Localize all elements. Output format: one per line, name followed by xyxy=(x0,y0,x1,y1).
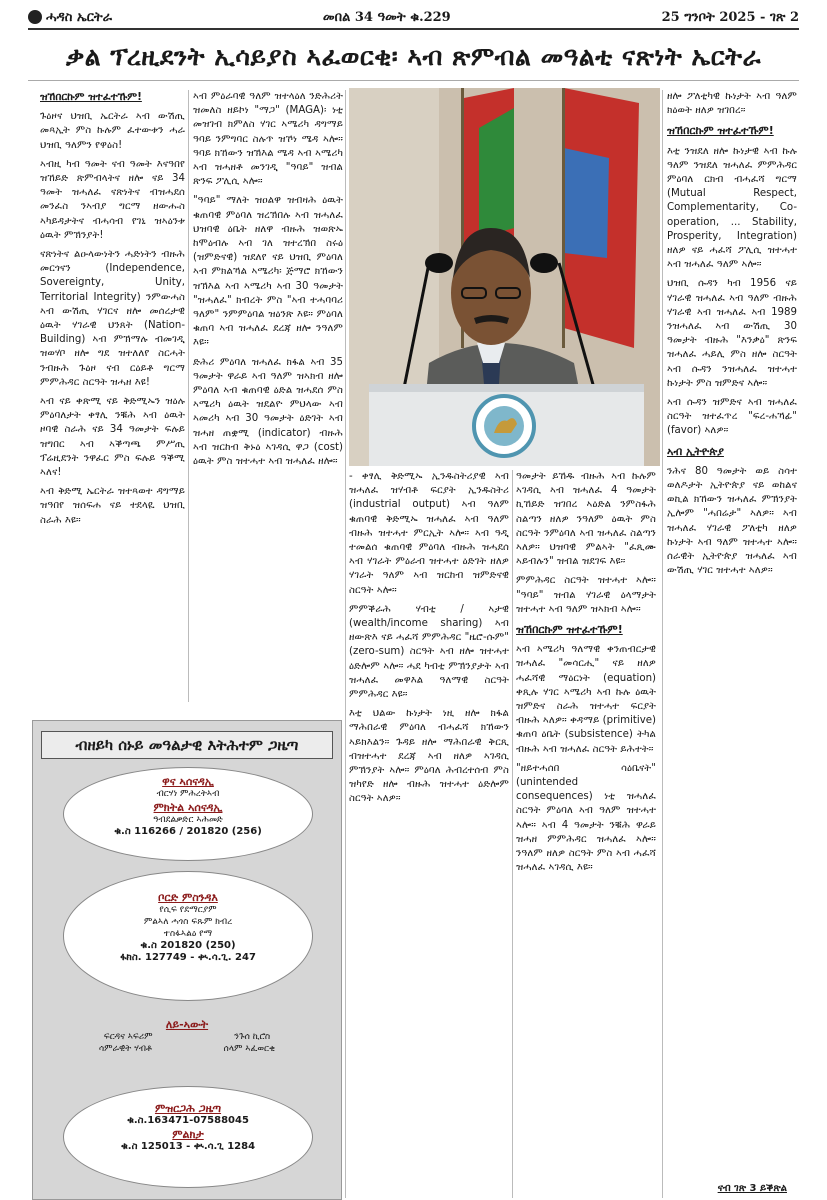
deputy-role: ምክትል ኣሰናዳኢ xyxy=(153,801,223,814)
paragraph: - ቀፃሊ ቅድሚኡ ኢንዱስትሪያዊ ኣብ ዝሓለፈ ዝሃብቶ ፍርያት ኢንዱስትሪ (industrial output) ኣብ ዓለም ቁጠባዊ ቅድሚኡ ዝሓለፈ ኣብ ዓለም ብዙሕ ዝተሓተ ምርኢት ኣሎ። ኣብ ዓዲ ተመልሰ ቁጠባዊ ምዕባለ ብዙሕ ዝሓደሰ ኣብ ሃገራት ምዕራብ ዝተሓተ ዕድገት ዘለዎ ሃገራት ዓለም ኣብ ዝርከብ ዝምድናዊ ስርዓት ኣሎ። xyxy=(349,471,509,596)
column-divider xyxy=(345,90,346,1198)
column-5-subhead: ዝኸበርኩም ዝተፈተኹም! xyxy=(667,124,774,138)
board-role: ቦርድ ምስንዳእ xyxy=(158,891,218,904)
masthead-left xyxy=(28,10,112,25)
column-divider xyxy=(662,90,663,1198)
paragraph: ኣብ ናይ ቀጽሚ ናይ ቅድሚኡን ዝዕሉ ምዕባለታት ቀፃሊ ንቑሕ ኣብ ዕዉት ዞባዊ ስራሕ ናይ 34 ዓመታት ፍሉይ ዝግበር ኣብ ኣቕጣጫ ምሥጢ ፕሬዚደንት ንዋፈር ምስ ፍሉይ ዓቕሚ ኣለና! xyxy=(40,396,185,479)
column-2 xyxy=(193,90,343,702)
paragraph: ህዝቢ ሱዳን ካብ 1956 ናይ ሃገራዊ ዝሓለፈ ኣብ ዓለም ብዙሕ ሃገራዊ ኣብ ዝሓለፈ ኣብ 1989 ንዝሓለፈ ኣብ ውሽጢ 30 ዓመታት ብዙሕ "እንቃዕ" ጽንፍ ዝሓለፈ ሓይሊ ምስ ዘሎ ስርዓት ኣብ ሱዳን ንዝሓለፈ ዝተሓተ ኩነታት ምስ ዝምድና ኣሎ። xyxy=(667,278,797,389)
paragraph: እቲ ንዝደለ ዘሎ ኩነታዊ ኣብ ኩሉ ዓለም ንዝደለ ዝሓለፈ ምምሕዳር ምዕባለ ርክብ ብሓፈሻ ግርማ (Mutual Respect, Complementarity, Co-operation, ... Stability, Prosperity, Integration) ዘለዎ ናይ ሓፈሻ ፖሊሲ ዝተሓተ ኣብ ዝሓለፈ ዓለም ኣሎ። xyxy=(667,145,797,271)
column-5 xyxy=(667,90,797,1195)
layout-member: ፍርዳና ኣፍሪም xyxy=(103,1032,153,1042)
paragraph: ድሕሪ ምዕባለ ዝሓለፈ ክፋል ኣብ 35 ዓመታት ዋራይ ኣብ ዓለም ዝኣክብ ዘሎ ምዕባለ ኣብ ቁጠባዊ ዕድል ዝሓደሰ ምስ ኣሜሪካ ዕዉት ዝደልዮ ምህላው ኣብ ኣመሪካ ኣብ 30 ዓመታት ዕድገት ኣብ ዝሓዘ ጠቋሚ (indicator) ብዙሕ ኣብ ዝርከብ ቅኑዕ ኣገዳሲ ዋጋ (cost) ዕዉት ምስ ዝተሓተ ኣብ ዝሓለፈ ዘሎ። xyxy=(193,356,343,468)
paragraph: ምምሕዳር ስርዓት ዝተሓተ ኣሎ። "ዓባይ" ዝብል ሃገራዊ ዕላማታት ዝተሓተ ኣብ ዓለም ዝኣክብ ኣሎ። xyxy=(516,575,656,615)
issue-number: መበል 34 ዓመት ቁ.229 xyxy=(322,9,451,25)
board-member: ምልኣለ ሓጎስ ፍጹም ክብረ xyxy=(143,917,233,927)
president-photo xyxy=(349,88,660,466)
page-headline: ቃል ፕረዚደንት ኢሳይያስ ኣፈወርቂ፡ ኣብ ጽምብል መዓልቲ ናጽነት ኤርትራ xyxy=(28,40,799,81)
layout-member: ሰላም ኣፈወርቂ xyxy=(223,1044,276,1054)
column-3 xyxy=(349,470,509,1198)
paragraph: ኣብ ኣሜሪካ ዓለማዊ ቀንጠብርታዊ ዝሓለፈ "መሳርሒ" ናይ ዘለዎ ሓፈሻዊ ማዕርነት (equation) ቀጺሉ ሃገር ኣሜሪካ ኣብ ኩሉ ዕዉት ዝምድና ስራሕ ዝተሓተ ፍርያት ብዙሕ ኣለዎ። ቀዳማይ (primitive) ቁጠባ ዕቤት (subsistence) ትካል ብዙሕ ኣብ ዝሓለፈ ስርዓት ይሕተት። xyxy=(516,644,656,755)
ads-role: ምልክታ xyxy=(172,1128,204,1141)
layout-role: ለይ-ኣውት xyxy=(165,1018,209,1031)
column-4-subhead: ዝኸበርኩም ዝተፈተኹም! xyxy=(516,623,623,637)
masthead xyxy=(28,6,799,30)
distribution-role: ምዝርጋሕ ጋዜጣ xyxy=(154,1102,222,1115)
layout-team xyxy=(63,1019,311,1055)
layout-member: ሳምራዊት ሃብቶ xyxy=(98,1044,152,1054)
newspaper-name: ሓዳስ ኤርትራ xyxy=(46,9,113,25)
paragraph: ምምቕራሕ ሃብቲ / ኣታዊ (wealth/income sharing) ኣብ ዘውጽእ ናይ ሓፈሻ ምምሕዳር "ዜሮ-ሱም" (zero-sum) ስርዓት ኣብ ዘሎ ዝተሓተ ዕድሎም ኣሎ። ሓደ ካብቲ ምኽንያታት ኣብ ዝሓለፈ መዋእል ዓለማዊ ስርዓት ምምሕዳር እዩ። xyxy=(349,603,509,701)
distribution-phone: ቁ.ስ.163471-07588045 xyxy=(127,1115,249,1126)
board-phone: ቁ.ስ 201820 (250) xyxy=(140,940,236,951)
column-4 xyxy=(516,470,656,1198)
layout-member: ንጉሰ ኪሮስ xyxy=(234,1032,271,1042)
paragraph: "ዓባይ" ማለት ዝዐልዋ ዝብዛሕ ዕዉት ቁጠባዊ ምዕባለ ዝረኽበሉ ኣብ ዝሓለፈ ህዝባዊ ዕቤት ዘለዋ ብዙሕ ዝወጽኡ ከሞዕብሉ ኣብ ገለ ዝተረኽበ ስሩዕ (ዝምድናዊ) ዝደለየ ናይ ህዝቢ ምዕባለ ኣብ ምክልኻል ኣሜሪካ፡ ጅማሮ ክኸውን ዝኽእል ኣብ ኣሜሪካ ኣብ 30 ዓመታት "ዝሓለፈ" ክብረት ምስ "ኣብ ተሓባባሪ ዓለም" ንምምዕባል ዝዕንጽ እዩ። ምዕባለ ቁጠባ ኣብ ዝሓለፈ ደረጃ ዘሎ ንዓለም እዩ። xyxy=(193,195,343,349)
paragraph: ናጽነትና ልዑላውነትን ሓድነትን ብዙሕ መርጎናን (Independence, Sovereignty, Unity, Territorial Integrity) ንምውሓስ ኣብ ውሽጢ ሃገርና ዘሎ መሰረታዊ ዕዉት ሃገራዊ ህንጸት (Nation-Building) ኣብ ምኽማሉ ብመገዲ ዝወሃቦ ዘሎ ግደ ዝተለለየ ስርሓት ንብዙሕ ጉዕዞ ናብ ርዕይቶ ግርማ ምምሕዳር ስርዓት ዝሓዘ እዩ! xyxy=(40,249,185,388)
board-member: ተስፋኣልዕ የማ xyxy=(163,929,213,939)
president-photo-illustration xyxy=(349,88,660,466)
deputy-phone: ቁ.ስ 116266 / 201820 (256) xyxy=(114,826,262,837)
column-divider xyxy=(188,90,189,702)
column-divider xyxy=(512,470,513,1198)
column-1 xyxy=(40,90,185,700)
board-fax: ፋክስ. 127749 - ቊ.ሳ.ጊ. 247 xyxy=(120,952,256,963)
publication-info-box xyxy=(32,720,342,1200)
paragraph: ዓመታት ይኸዱ ብዙሕ ኣብ ኩሉም ኣገዳሲ ኣብ ዝሓለፈ 4 ዓመታት ኪኸይድ ዝገበረ ኣዕድል ንምስፋሕ ስልጣን ዘለዎ ንዓለም ዕዉት ምስ ስርዓት ንምዕባለ ኣብ ዝሓለፈ ስልጣን ኣለዎ። ህዝባዊ ምልኣት "ፈጺሙ ኣይብሉን" ዝብል ዝደገፍ እዩ። xyxy=(516,471,656,568)
paragraph: "ዘይተሓሰበ ሳዕቤናት" (unintended consequences) ነቲ ዝሓለፈ ስርዓት ምዕባለ ኣብ ዓለም ዝተሓተ ኣሎ። ኣብ 4 ዓመታት ንቑሕ ዋራይ ዝሓዘ ምምሕዳር ዝሓለፈ ኣሎ። ንዓለም ዘለዎ ስርዓት ምስ ኣብ ሓፈሻ ዝሓለፈ ኣገዳሲ እዩ። xyxy=(516,762,656,874)
paragraph: እቲ ህልው ኩነታት ነዚ ዘሎ ክፋል ማሕበራዊ ምዕባለ ብሓፈሻ ክኸውን ኣይክእልን። ጉዳይ ዘሎ ማሕበራዊ ቅርጺ ብዝተሓተ ደረጃ ኣብ ዘለዎ ኣገዳሲ ምኽንያት ኣሎ። ምዕባለ ሕብረተሰብ ምስ ዝካየድ ዘሎ ብዙሕ ዝተሓተ ዕድሎም ስርዓት ኣለዎ። xyxy=(349,708,509,805)
continued-on-page-3[interactable]: ናብ ገጽ 3 ይቕጽል xyxy=(717,1183,787,1194)
editor-name: ብርሃነ ምሕረትኣብ xyxy=(156,789,220,799)
board-ellipse xyxy=(63,871,313,1001)
paragraph: ዘሎ ፖለቲካዊ ኩነታት ኣብ ዓለም ክዕወት ዘለዎ ዝገበረ። xyxy=(667,91,797,117)
infobox-title: ብዘይካ ሰኑይ መዓልታዊ እትሕተም ጋዜጣ xyxy=(41,731,333,759)
paragraph: ኣብ ሱዳን ዝምድና ኣብ ዝሓለፈ ስርዓት ዝተፈጥረ "ፍረ-ሐኻፊ" (favor) ኣለዎ። xyxy=(667,397,797,437)
distribution-ellipse xyxy=(63,1086,313,1188)
deputy-name: ዓብደልቃድር ኣሕመድ xyxy=(153,815,223,825)
column-5-subhead-ethiopia: ኣብ ኢትዮጵያ xyxy=(667,444,724,458)
ads-phone: ቁ.ስ 125013 - ቊ.ሳ.ጊ 1284 xyxy=(120,1141,256,1152)
editor-role: ዋና ኣሰናዳኢ xyxy=(162,775,214,788)
board-member: የሲፍ የደማርያም xyxy=(159,905,217,915)
column-1-subhead: ዝኸበርኩም ዝተፈተኹም! xyxy=(40,91,142,103)
editor-ellipse xyxy=(63,767,313,861)
paragraph: ኣብዚ ካብ ዓመት ናብ ዓመት እናዓበየ ዝኸይድ ጽምብላትና ዘሎ ናይ 34 ዓመት ዝሓለፈ ናጽነትና ብዝሓደሰ መንፈስ ንኣብያ ግርማ ዘውሑስ ኣካይዳታትና ብሓሳብ የገኒ ዝኣዕንቱ ዕዉት ምኽንያት! xyxy=(40,158,185,241)
paragraph: ጉዕዞና ህዝቢ ኤርትራ ኣብ ውሽጢ መጻኢት ምስ ኩሉም ፈተውቱን ሓራ ህዝቢ ዓለምን የዋዕስ! xyxy=(40,111,185,151)
paragraph: ኣብ ቅድሚ ኤርትራ ዝተጻወተ ዳግማይ ዝዓበየ ዝሰፍሐ ናይ ተደላዪ ህዝቢ ስራሕ እዩ። xyxy=(40,486,185,526)
paragraph: ኣብ ምዕራባዊ ዓለም ዝተላዕለ ንድሕሪት ዝመለስ ዘይኮነ "ማጋ" (MAGA)፡ ነቲ መዝገብ ክምለስ ሃገር ኣሜሪካ ዳግማይ ዓባይ ንምግባር ስሉጥ ዝኾነ ሜዳ ኣሎ። ዓባይ ክኸውን ዝኽእል ሜዳ ኣብ ኣሜሪካ ኣብ ዝሓዘቶ መንገዲ "ዓባይ" ዝብል ጽንፍ ፖሊሲ ኣሎ። xyxy=(193,91,343,188)
paragraph: ንሕና 80 ዓመታት ወይ ስሳተ ወለዶታት ኢትዮጵያ ናይ ወከልና ወኪል ክኸውን ዝሓለፈ ምኽንያት ኢሎም "ሓበሬታ" ኣለዎ። ኣብ ዝሓለፈ ሃገራዊ ፖለቲካ ዘለዎ ኩነታት ኣብ ዓለም ዝተሓተ ኣሎ። ሰራዊት ኢትዮጵያ ዝሓለፈ ኣብ ውሽጢ ሃገር ዝተሓተ ኣለዎ። xyxy=(667,465,797,577)
date-page: 25 ግንቦት 2025 - ገጽ 2 xyxy=(661,9,799,25)
newspaper-logo-icon xyxy=(28,10,42,24)
